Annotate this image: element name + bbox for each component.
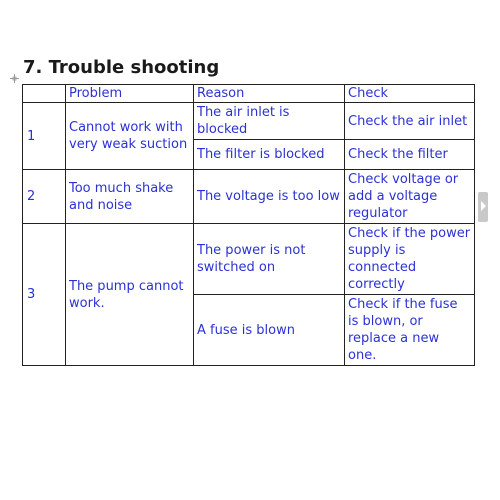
- header-cell-reason: Reason: [194, 85, 345, 103]
- reason-cell: The filter is blocked: [194, 140, 345, 170]
- chevron-right-icon: [481, 201, 486, 211]
- check-cell: Check voltage or add a voltage regulator: [345, 170, 475, 224]
- reason-cell: The voltage is too low: [194, 170, 345, 224]
- table-header-row: [23, 85, 475, 103]
- check-cell: Check if the fuse is blown, or replace a new one.: [345, 295, 475, 366]
- row-number-cell: 3: [23, 224, 66, 366]
- problem-cell: Too much shake and noise: [66, 170, 194, 224]
- troubleshooting-table: [22, 84, 475, 366]
- row-number-cell: 1: [23, 103, 66, 170]
- row-number-cell: 2: [23, 170, 66, 224]
- check-cell: Check the air inlet: [345, 103, 475, 140]
- check-cell: Check the filter: [345, 140, 475, 170]
- check-cell: Check if the power supply is connected correctly: [345, 224, 475, 295]
- move-handle-icon[interactable]: [10, 74, 19, 83]
- reason-cell: A fuse is blown: [194, 295, 345, 366]
- reason-cell: The air inlet is blocked: [194, 103, 345, 140]
- header-cell-check: Check: [345, 85, 475, 103]
- header-cell-number: [23, 85, 66, 103]
- reason-cell: The power is not switched on: [194, 224, 345, 295]
- table-row: [23, 103, 475, 140]
- header-cell-problem: Problem: [66, 85, 194, 103]
- table-row: [23, 224, 475, 295]
- problem-cell: Cannot work with very weak suction: [66, 103, 194, 170]
- problem-cell: The pump cannot work.: [66, 224, 194, 366]
- section-heading: 7. Trouble shooting: [23, 57, 220, 78]
- table-row: [23, 170, 475, 224]
